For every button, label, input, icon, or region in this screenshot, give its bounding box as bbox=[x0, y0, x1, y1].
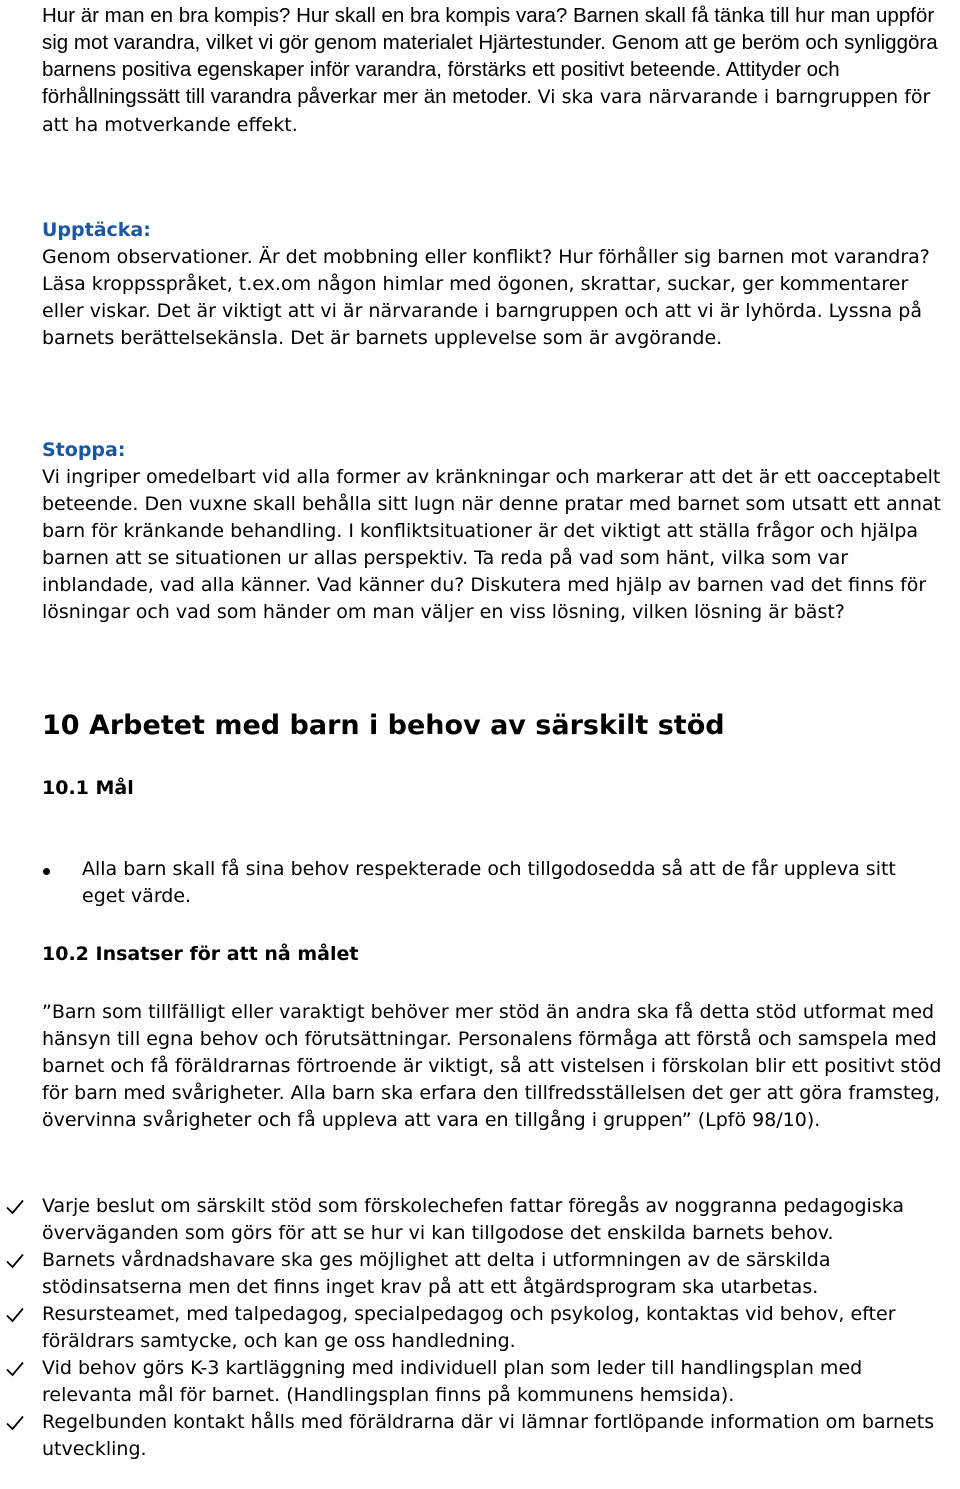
section-10-heading: 10 Arbetet med barn i behov av särskilt stöd bbox=[42, 710, 725, 741]
list-item bbox=[0, 856, 902, 910]
checkmark-icon bbox=[6, 1361, 24, 1377]
list-item bbox=[0, 1409, 942, 1463]
stoppa-paragraph: Vi ingriper omedelbart vid alla former av kränkningar och markerar att det är ett oacceptabelt beteende. Den vuxne skall behålla sitt lugn när denne pratar med barnet som utsatt ett annat barn för kränkande behandling. I konfliktsituationer är det viktigt att ställa frågor och hjälpa barnen att se situationen ur allas perspektiv. Ta reda på vad som hänt, vilka som var inblandade, vad alla känner. Vad känner du? Diskutera med hjälp av barnen vad det finns för lösningar och vad som händer om man väljer en viss lösning, vilken lösning är bäst? bbox=[42, 466, 941, 623]
check-item-text: Regelbunden kontakt hålls med föräldrarna där vi lämnar fortlöpande information om barnets utveckling. bbox=[42, 1411, 935, 1460]
check-item-text: Resursteamet, med talpedagog, specialpedagog och psykolog, kontaktas vid behov, efter föräldrars samtycke, och kan ge oss handledning. bbox=[42, 1303, 896, 1352]
list-item bbox=[0, 1355, 942, 1409]
checkmark-icon bbox=[6, 1253, 24, 1269]
intro-tail-text: Vi ska vara närvarande i barngruppen för att ha motverkande effekt. bbox=[42, 86, 931, 136]
list-item bbox=[0, 1301, 942, 1355]
check-item-text: Vid behov görs K-3 kartläggning med individuell plan som leder till handlingsplan med relevanta mål för barnet. (Handlingsplan finns på kommunens hemsida). bbox=[42, 1357, 863, 1406]
upptacka-heading: Upptäcka: bbox=[42, 219, 151, 241]
goal-bullet-list bbox=[0, 856, 960, 910]
upptacka-paragraph: Genom observationer. Är det mobbning eller konflikt? Hur förhåller sig barnen mot varandra? Läsa kroppsspråket, t.ex.om någon himlar med ögonen, skrattar, suckar, ger kommentarer eller viskar. Det är viktigt att vi är närvarande i barngruppen och att vi är lyhörda. Lyssna på barnets berättelsekänsla. Det är barnets upplevelse som är avgörande. bbox=[42, 246, 930, 349]
check-item-text: Barnets vårdnadshavare ska ges möjlighet att delta i utformningen av de särskilda stödinsatserna men det finns inget krav på att ett åtgärdsprogram ska utarbetas. bbox=[42, 1249, 831, 1298]
list-item bbox=[0, 1247, 942, 1301]
bullet-text: Alla barn skall få sina behov respekterade och tillgodosedda så att de får uppleva sitt eget värde. bbox=[82, 858, 896, 907]
checkmark-icon bbox=[6, 1199, 24, 1215]
checkmark-icon bbox=[6, 1415, 24, 1431]
intro-text: Hur är man en bra kompis? Hur skall en bra kompis vara? Barnen skall få tänka till hur man uppför sig mot varandra, vilket vi gör genom materialet Hjärtestunder. Genom att ge beröm och synliggöra barnens positiva egenskaper inför varandra, förstärks ett positivt beteende. Attityder och förhållningssätt till varandra påverkar mer än metoder. bbox=[42, 4, 938, 108]
section-10-2-heading: 10.2 Insatser för att nå målet bbox=[42, 943, 359, 965]
checkmark-icon bbox=[6, 1307, 24, 1323]
lpfo-quote-paragraph: ”Barn som tillfälligt eller varaktigt behöver mer stöd än andra ska få detta stöd utformat med hänsyn till egna behov och förutsättningar. Personalens förmåga att förstå och samspela med barnet och få föräldrarnas förtroende är viktigt, så att vistelsen i förskolan blir ett positivt stöd för barn med svårigheter. Alla barn ska erfara den tillfredsställelsen det ger att göra framsteg, övervinna svårigheter och få uppleva att vara en tillgång i gruppen” (Lpfö 98/10). bbox=[42, 1001, 942, 1131]
intro-paragraph bbox=[42, 2, 942, 139]
check-item-text: Varje beslut om särskilt stöd som förskolechefen fattar föregås av noggranna pedagogiska överväganden som görs för att se hur vi kan tillgodose det enskilda barnets behov. bbox=[42, 1195, 905, 1244]
measures-check-list bbox=[0, 1193, 960, 1463]
stoppa-heading: Stoppa: bbox=[42, 439, 126, 461]
bullet-dot-icon bbox=[43, 868, 50, 875]
section-10-1-heading: 10.1 Mål bbox=[42, 777, 134, 799]
list-item bbox=[0, 1193, 942, 1247]
